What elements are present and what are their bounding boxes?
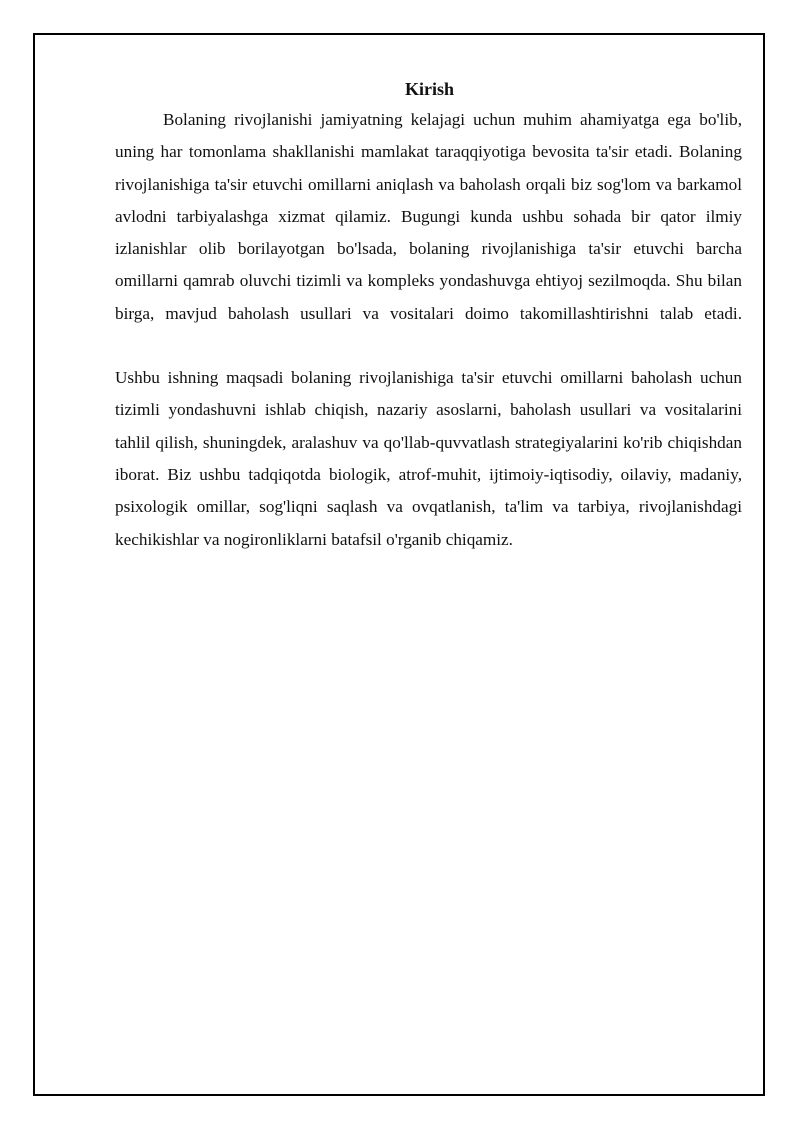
document-body <box>115 74 742 556</box>
paragraph-intro: Bolaning rivojlanishi jamiyatning kelajagi uchun muhim ahamiyatga ega bo'lib, uning har tomonlama shakllanishi mamlakat taraqqiyotiga bevosita ta'sir etadi. Bolaning rivojlanishiga ta'sir etuvchi omillarni aniqlash va baholash orqali biz sog'lom va barkamol avlodni tarbiyalashga xizmat qilamiz. Bugungi kunda ushbu sohada bir qator ilmiy izlanishlar olib borilayotgan bo'lsada, bolaning rivojlanishiga ta'sir etuvchi barcha omillarni qamrab oluvchi tizimli va kompleks yondashuvga ehtiyoj sezilmoqda. Shu bilan birga, mavjud baholash usullari va vositalari doimo takomillashtirishni talab etadi. <box>115 110 742 323</box>
paragraph-goal: Ushbu ishning maqsadi bolaning rivojlanishiga ta'sir etuvchi omillarni baholash uchun tizimli yondashuvni ishlab chiqish, nazariy asoslarni, baholash usullari va vositalarini tahlil qilish, shuningdek, aralashuv va qo'llab-quvvatlash strategiyalarini ko'rib chiqishdan iborat. Biz ushbu tadqiqotda biologik, atrof-muhit, ijtimoiy-iqtisodiy, oilaviy, madaniy, psixologik omillar, sog'liqni saqlash va ovqatlanish, ta'lim va tarbiya, rivojlanishdagi kechikishlar va nogironliklarni batafsil o'rganib chiqamiz. <box>115 368 742 549</box>
page-title: Kirish <box>404 79 454 99</box>
